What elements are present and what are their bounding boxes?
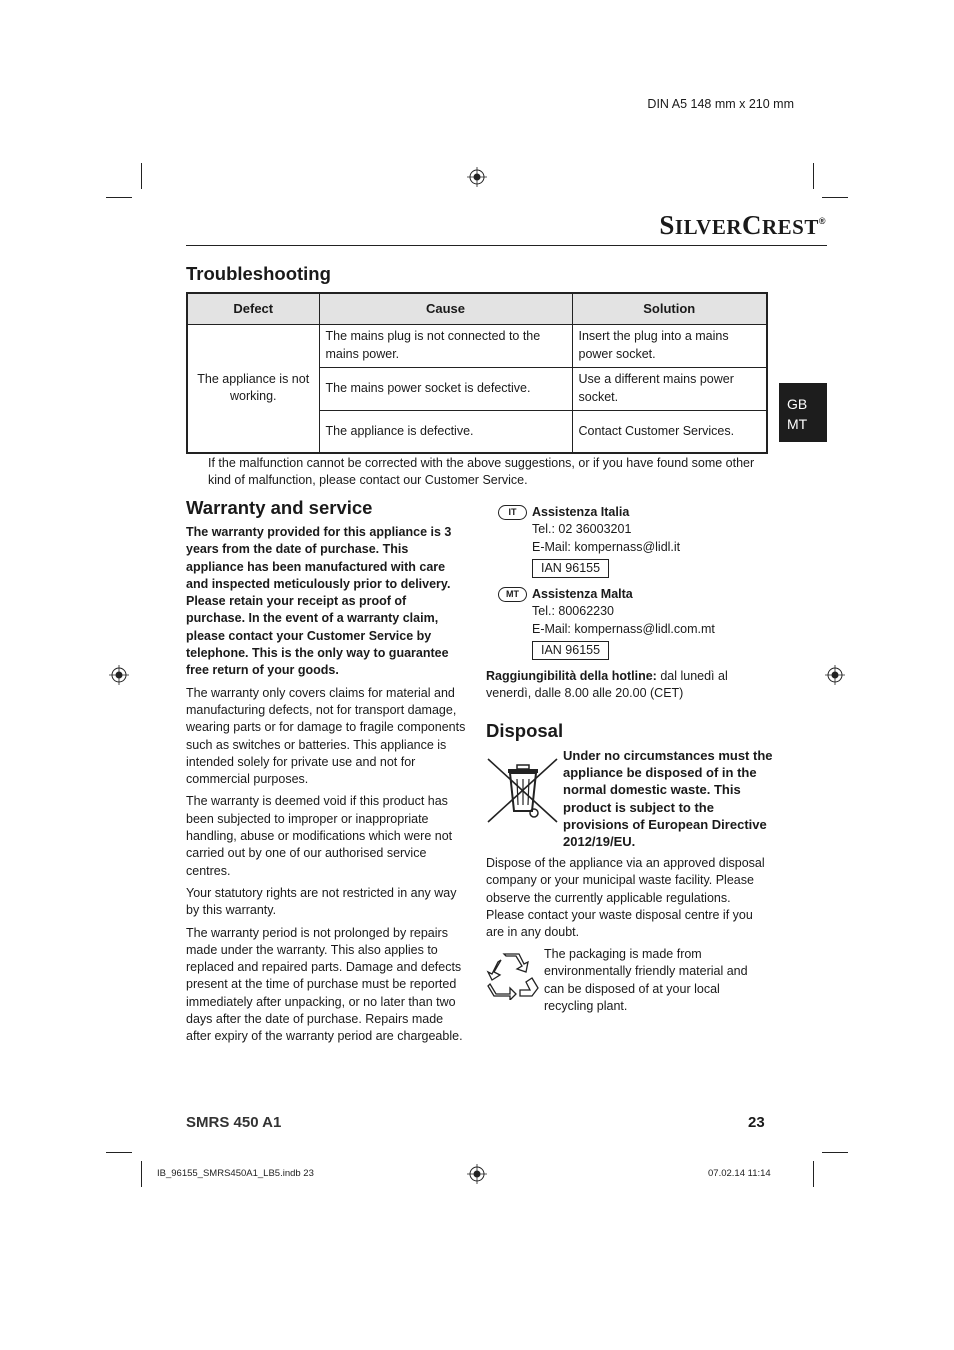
service-italy — [498, 504, 680, 578]
ian-box: IAN 96155 — [532, 641, 609, 660]
service-name: Assistenza Malta — [532, 587, 633, 601]
page-format-label: DIN A5 148 mm x 210 mm — [647, 97, 794, 111]
weee-bin-icon — [486, 755, 559, 825]
header-rule — [186, 245, 827, 246]
cause-cell: The appliance is defective. — [319, 410, 572, 453]
disposal-heading: Disposal — [486, 720, 564, 741]
cause-cell: The mains power socket is defective. — [319, 367, 572, 410]
print-timestamp: 07.02.14 11:14 — [708, 1168, 771, 1179]
crop-mark — [106, 197, 132, 198]
file-slug: IB_96155_SMRS450A1_LB5.indb 23 — [157, 1168, 314, 1179]
country-badge-it: IT — [498, 505, 527, 520]
registration-mark-icon — [825, 665, 845, 685]
page-number: 23 — [748, 1114, 765, 1131]
registration-mark-icon — [467, 1164, 487, 1184]
crop-mark — [822, 1152, 848, 1153]
service-tel: Tel.: 02 36003201 — [532, 522, 632, 537]
service-name: Assistenza Italia — [532, 505, 630, 519]
warranty-paragraph: The warranty period is not prolonged by repairs made under the warranty. This also applies to replaced and repaired parts. Damage and defects present at the time of purchase must be reported immediately after unpacking, or no later than two days after the date of purchase. Repairs made after expiry of the warranty period are chargeable. — [186, 925, 463, 1044]
disposal-warning: Under no circumstances must the appliance be disposed of in the normal domestic waste. This product is subject to the provisions of European Directive 2012/19/EU. — [563, 748, 773, 850]
ian-box: IAN 96155 — [532, 559, 609, 578]
column-header: Cause — [319, 293, 572, 324]
hotline-info: Raggiungibilità della hotline: dal lunedì al venerdì, dalle 8.00 alle 20.00 (CET) — [486, 669, 728, 701]
warranty-paragraph: Your statutory rights are not restricted in any way by this warranty. — [186, 885, 457, 918]
crop-mark — [106, 1152, 132, 1153]
footer-model: SMRS 450 A1 — [186, 1114, 282, 1131]
registration-mark-icon — [109, 665, 129, 685]
service-email: E-Mail: kompernass@lidl.it — [532, 539, 681, 554]
language-tab: GB MT — [779, 383, 827, 442]
solution-cell: Contact Customer Services. — [572, 410, 767, 453]
packaging-text: The packaging is made from environmentally friendly material and can be disposed of at your local recycling plant. — [544, 947, 748, 1013]
service-email: E-Mail: kompernass@lidl.com.mt — [532, 621, 715, 636]
crop-mark — [141, 1161, 142, 1187]
warranty-text — [186, 524, 468, 1051]
service-tel: Tel.: 80062230 — [532, 604, 615, 619]
warranty-paragraph: The warranty only covers claims for material and manufacturing defects, not for transport damage, wearing parts or for damage to fragile components such as switches or batteries. This appliance is intended solely for private use and not for commercial purposes. — [186, 685, 466, 787]
table-row — [187, 324, 767, 367]
solution-cell: Use a different mains power socket. — [572, 367, 767, 410]
crop-mark — [822, 197, 848, 198]
registration-mark-icon — [467, 167, 487, 187]
troubleshooting-heading: Troubleshooting — [186, 263, 331, 284]
warranty-intro: The warranty provided for this appliance is 3 years from the date of purchase. This appliance has been manufactured with care and inspected meticulously prior to delivery. Please retain your receipt as proof of purchase. In the event of a warranty claim, please contact your Customer Service by telephone. This is the only way to guarantee free return of your goods. — [186, 525, 452, 678]
troubleshooting-note: If the malfunction cannot be corrected with the above suggestions, or if you have found some other kind of malfunction, please contact our Customer Service. — [208, 456, 755, 488]
warranty-heading: Warranty and service — [186, 497, 373, 518]
cause-cell: The mains plug is not connected to the mains power. — [319, 324, 572, 367]
brand-logo: SILVERCREST® — [659, 210, 826, 240]
disposal-text: Dispose of the appliance via an approved disposal company or your municipal waste facility. Please observe the currently applicable regulations. Please contact your waste disposal centre if you are in any doubt. — [486, 856, 765, 940]
table-header-row — [187, 293, 767, 324]
crop-mark — [141, 163, 142, 189]
country-badge-mt: MT — [498, 587, 527, 602]
service-malta — [498, 586, 715, 660]
column-header: Solution — [572, 293, 767, 324]
defect-cell: The appliance is not working. — [187, 324, 319, 453]
warranty-paragraph: The warranty is deemed void if this product has been subjected to improper or inappropriate handling, abuse or modifications which were not carried out by one of our authorised service centres. — [186, 794, 453, 878]
crop-mark — [813, 1161, 814, 1187]
column-header: Defect — [187, 293, 319, 324]
crop-mark — [813, 163, 814, 189]
recycling-icon — [486, 950, 540, 1000]
solution-cell: Insert the plug into a mains power socket. — [572, 324, 767, 367]
troubleshooting-table — [186, 292, 768, 454]
